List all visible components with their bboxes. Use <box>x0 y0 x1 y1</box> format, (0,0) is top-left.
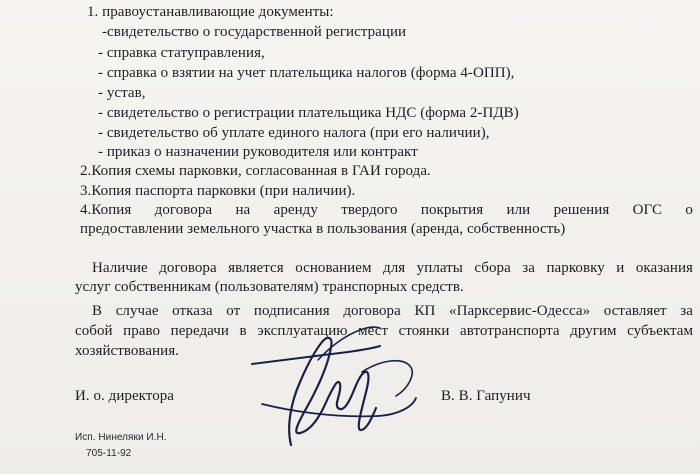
executor-phone: 705-11-92 <box>86 448 132 459</box>
executor-label: Исп. Нинеляки И.Н. <box>75 432 167 443</box>
signature-stroke-flourish <box>362 361 412 396</box>
list-item-3: 3.Копия паспорта парковки (при наличии). <box>80 183 356 199</box>
paragraph-1-line-1: Наличие договора является основанием для уплаты сбора за парковку и оказания <box>92 260 693 276</box>
paragraph-1-line-2: услуг собственникам (пользователям) транспорных средств. <box>75 279 464 295</box>
list-item-2: 2.Копия схемы парковки, согласованная в ГАИ города. <box>80 163 431 179</box>
list-item-4-line-1: 4.Копия договора на аренду твердого покрытия или решения ОГС о <box>80 202 693 218</box>
signature-stroke-tail <box>262 398 416 416</box>
documents-item-6: - свидетельство об уплате единого налога (при его наличии), <box>98 125 490 141</box>
documents-item-2: - справка статуправления, <box>98 45 265 61</box>
paragraph-2-line-3: хозяйствования. <box>75 343 179 359</box>
documents-item-3: - справка о взятии на учет плательщика налогов (форма 4-ОПП), <box>98 65 515 81</box>
documents-item-7: - приказ о назначении руководителя или контракт <box>98 144 418 160</box>
paragraph-2-line-2: собой право передачи в эксплуатацию мест стоянки автотранспорта другим субъектам <box>75 323 693 339</box>
documents-item-1: -свидетельство о государственной регистрации <box>102 24 407 40</box>
documents-heading: 1. правоустанавливающие документы: <box>87 4 334 20</box>
signatory-name: В. В. Гапунич <box>441 388 531 404</box>
documents-item-4: - устав, <box>98 85 146 101</box>
list-item-4-line-2: предоставлении земельного участка в пользования (аренда, собственность) <box>80 221 566 237</box>
signatory-position: И. о. директора <box>75 388 175 404</box>
signature-stroke-bar <box>252 346 380 364</box>
signature-stroke-main <box>289 338 376 445</box>
documents-item-5: - свидетельство о регистрации плательщика НДС (форма 2-ПДВ) <box>98 105 519 121</box>
paragraph-2-line-1: В случае отказа от подписания договора КП «Парксервис-Одесса» оставляет за <box>92 303 693 319</box>
